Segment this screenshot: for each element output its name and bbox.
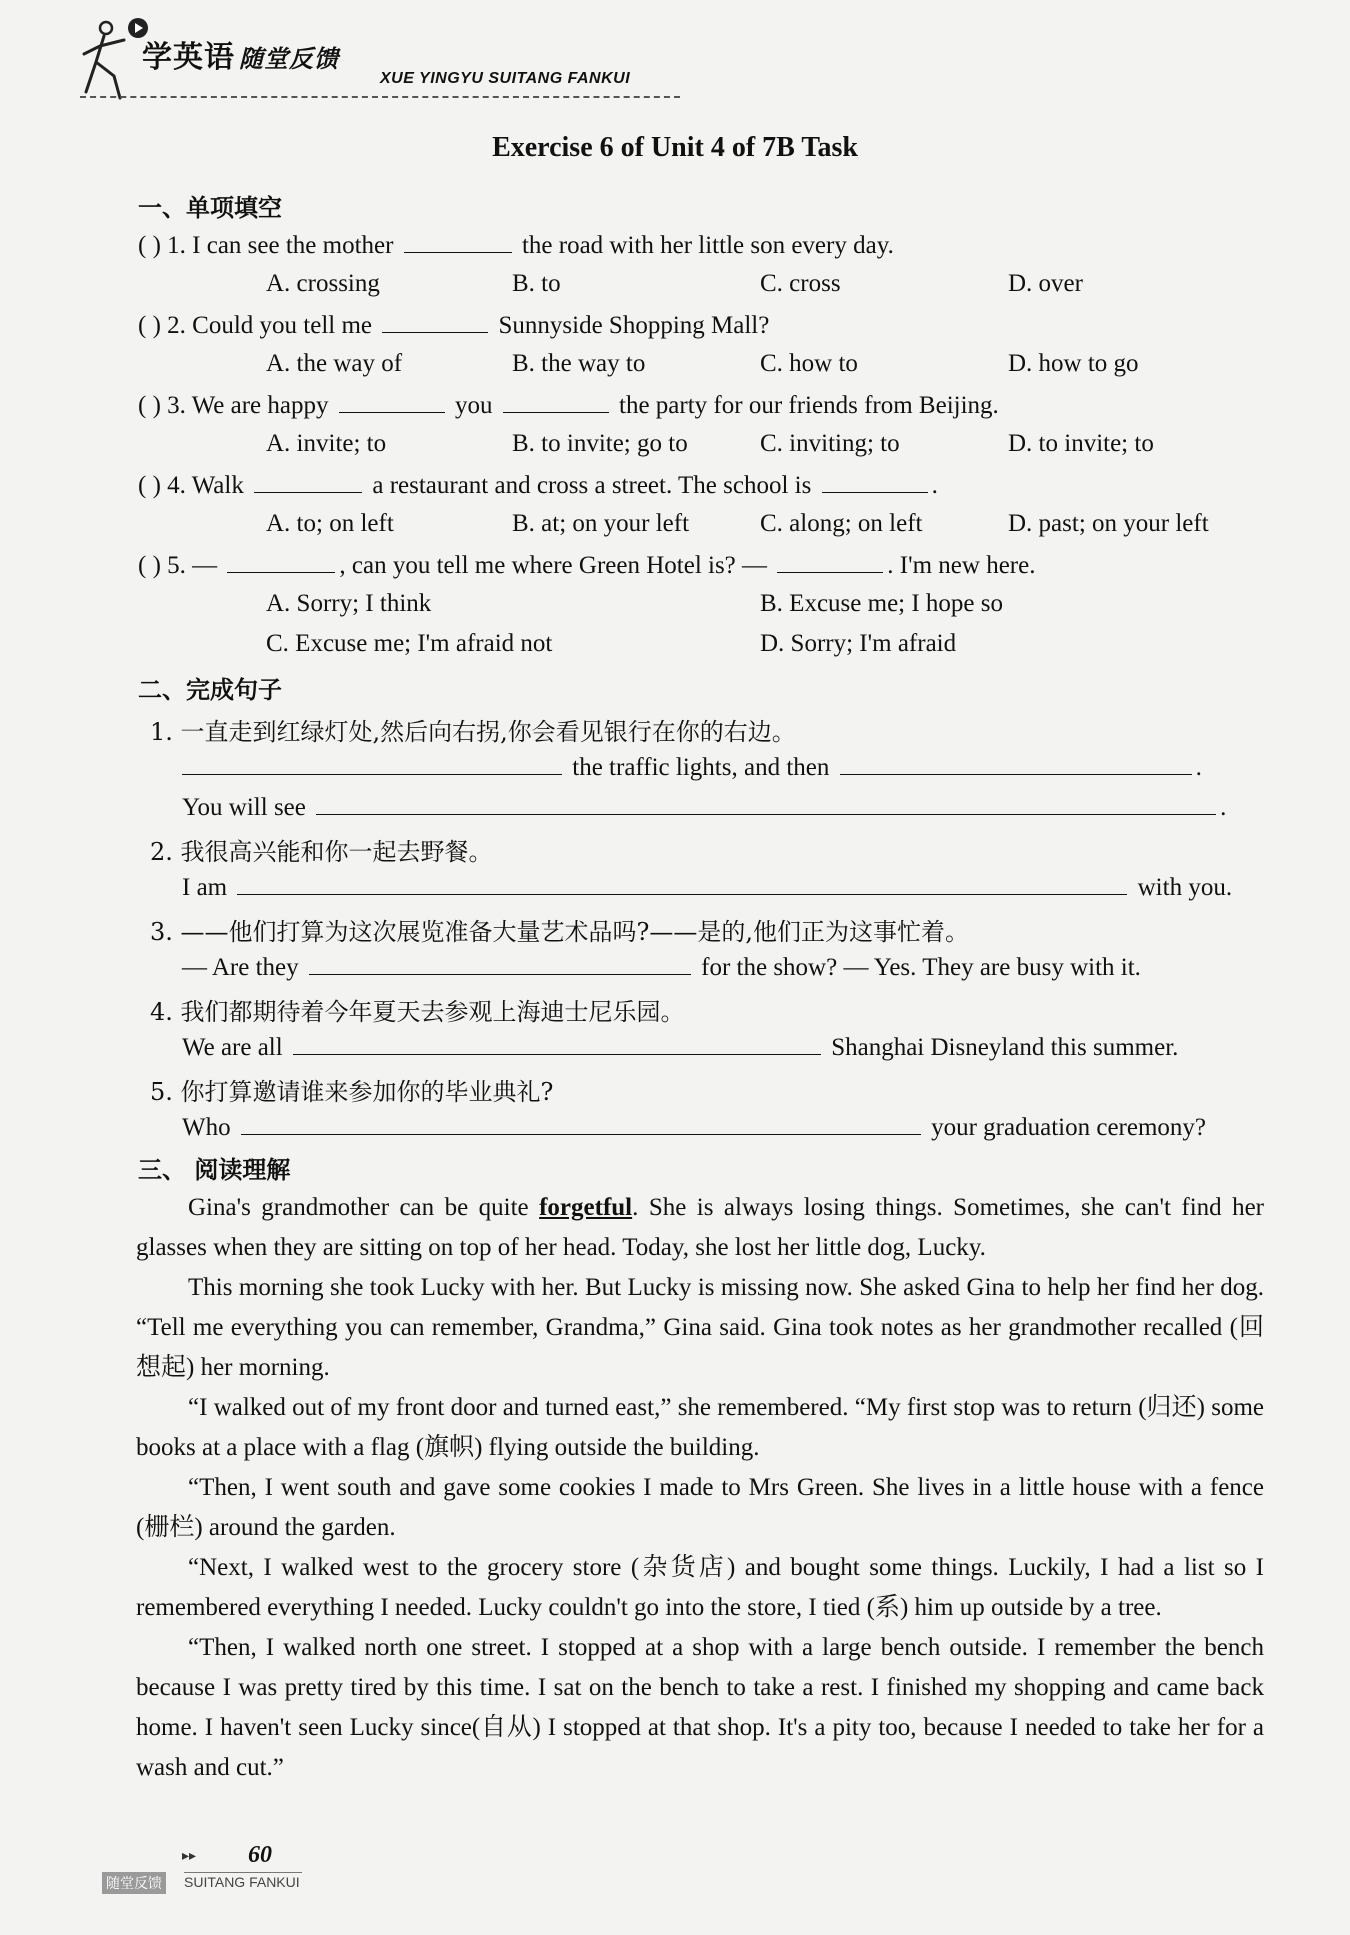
q3-opt-b: B. to invite; go to <box>512 430 688 457</box>
q1-stem-a: ( ) 1. I can see the mother <box>138 232 394 259</box>
section-heading-1: 一、单项填空 <box>138 194 282 222</box>
header-divider <box>80 96 680 98</box>
s3-line <box>182 952 1141 982</box>
q2-stem-a: ( ) 2. Could you tell me <box>138 312 372 339</box>
s1-blank-2[interactable] <box>840 752 1192 775</box>
logo-subtitle: 随堂反馈 <box>239 45 339 73</box>
q3-stem-b: you <box>455 392 493 419</box>
q4-stem-a: ( ) 4. Walk <box>138 472 244 499</box>
question-5 <box>138 550 1035 580</box>
section-heading-3: 三、 阅读理解 <box>138 1156 291 1184</box>
reading-paragraph-6: “Then, I walked north one street. I stopped at a shop with a large bench outside. I remember the bench because I was pretty tired by this time. I sat on the bench to take a rest. I finished my shopping and came back home. I haven't seen Lucky since(自从) I stopped at that shop. It's a pity too, because I needed to take her for a wash and cut.” <box>136 1634 1264 1781</box>
s4-line <box>182 1032 1178 1062</box>
page-number: 60 <box>248 1842 272 1868</box>
q2-opt-a: A. the way of <box>266 350 403 377</box>
q4-stem-b: a restaurant and cross a street. The school is <box>372 472 812 499</box>
s1-line-1 <box>182 752 1202 782</box>
s1-line-2 <box>182 792 1226 822</box>
reading-paragraph-5: “Next, I walked west to the grocery store (杂货店) and bought some things. Luckily, I had a list so I remembered everything I needed. Lucky couldn't go into the store, I tied (系) him up outside by a tree. <box>136 1554 1264 1621</box>
q5-opt-b: B. Excuse me; I hope so <box>760 590 1004 617</box>
p1-text-a: Gina's grandmother can be quite <box>188 1194 540 1221</box>
reading-paragraph-1 <box>136 1188 1264 1268</box>
keyword-forgetful: forgetful <box>539 1194 633 1221</box>
s2-b: with you. <box>1137 874 1233 901</box>
s1-l2: You will see <box>182 794 306 821</box>
q3-opt-a: A. invite; to <box>266 430 387 457</box>
q5-blank-1[interactable] <box>227 550 335 573</box>
reading-paragraph-4: “Then, I went south and gave some cookies I made to Mrs Green. She lives in a little house with a fence (栅栏) around the garden. <box>136 1474 1264 1541</box>
s2-line <box>182 872 1232 902</box>
q4-blank-1[interactable] <box>254 470 362 493</box>
p1-text-b: . She is always losing things. Sometimes, she can't find her glasses when they are sitting on top of her head. Today, she lost her little dog, Lucky. <box>136 1194 1265 1261</box>
q2-stem-b: Sunnyside Shopping Mall? <box>498 312 770 339</box>
q4-blank-2[interactable] <box>822 470 928 493</box>
runner-logo-icon <box>80 14 150 104</box>
s4-blank[interactable] <box>293 1032 821 1055</box>
s1-blank-3[interactable] <box>316 792 1216 815</box>
q5-stem-a: ( ) 5. — <box>138 552 218 579</box>
s5-b: your graduation ceremony? <box>931 1114 1206 1141</box>
q5-stem-c: . I'm new here. <box>887 552 1036 579</box>
s3-blank[interactable] <box>309 952 691 975</box>
q3-stem-c: the party for our friends from Beijing. <box>619 392 999 419</box>
s2-chinese: 2. 我很高兴能和你一起去野餐。 <box>150 838 493 866</box>
reading-paragraph-3: “I walked out of my front door and turned east,” she remembered. “My first stop was to return (归还) some books at a place with a flag (旗帜) flying outside the building. <box>136 1394 1264 1461</box>
q2-opt-c: C. how to <box>760 350 858 377</box>
q1-stem-b: the road with her little son every day. <box>521 232 894 259</box>
q5-blank-2[interactable] <box>777 550 883 573</box>
s3-chinese: 3. ——他们打算为这次展览准备大量艺术品吗?——是的,他们正为这事忙着。 <box>150 918 970 946</box>
s4-chinese: 4. 我们都期待着今年夏天去参观上海迪士尼乐园。 <box>150 998 685 1026</box>
s5-chinese: 5. 你打算邀请谁来参加你的毕业典礼? <box>150 1078 554 1106</box>
s1-mid: the traffic lights, and then <box>572 754 830 781</box>
q3-opt-c: C. inviting; to <box>760 430 900 457</box>
logo-english: XUE YINGYU SUITANG FANKUI <box>380 70 631 87</box>
s2-a: I am <box>182 874 228 901</box>
q4-opt-a: A. to; on left <box>266 510 394 537</box>
q2-blank[interactable] <box>382 310 488 333</box>
s1-end: . <box>1195 754 1202 781</box>
s4-a: We are all <box>182 1034 283 1061</box>
q4-opt-c: C. along; on left <box>760 510 923 537</box>
q5-opt-a: A. Sorry; I think <box>266 590 432 617</box>
s1-blank-1[interactable] <box>182 752 562 775</box>
s3-b: for the show? — Yes. They are busy with it. <box>701 954 1141 981</box>
s2-blank[interactable] <box>237 872 1127 895</box>
q1-opt-a: A. crossing <box>266 270 380 297</box>
question-4 <box>138 470 938 500</box>
q1-blank[interactable] <box>404 230 512 253</box>
reading-passage <box>136 1188 1264 1788</box>
q4-stem-c: . <box>931 472 938 499</box>
logo-text <box>142 32 339 76</box>
question-1 <box>138 230 894 260</box>
page-title: Exercise 6 of Unit 4 of 7B Task <box>492 132 858 163</box>
s5-blank[interactable] <box>241 1112 921 1135</box>
q1-opt-c: C. cross <box>760 270 841 297</box>
q5-opt-c: C. Excuse me; I'm afraid not <box>266 630 553 657</box>
header <box>80 14 680 104</box>
q2-opt-d: D. how to go <box>1008 350 1139 377</box>
q5-opt-d: D. Sorry; I'm afraid <box>760 630 957 657</box>
q4-opt-b: B. at; on your left <box>512 510 690 537</box>
q3-blank-1[interactable] <box>339 390 445 413</box>
q3-blank-2[interactable] <box>503 390 609 413</box>
s1-chinese: 1. 一直走到红绿灯处,然后向右拐,你会看见银行在你的右边。 <box>150 718 796 746</box>
q2-opt-b: B. the way to <box>512 350 646 377</box>
q4-opt-d: D. past; on your left <box>1008 510 1209 537</box>
page-arrow-icon: ▸▸ <box>182 1849 197 1864</box>
s1-l2-end: . <box>1220 794 1227 821</box>
q3-opt-d: D. to invite; to <box>1008 430 1154 457</box>
q5-stem-b: , can you tell me where Green Hotel is? — <box>339 552 768 579</box>
question-3 <box>138 390 999 420</box>
q1-opt-b: B. to <box>512 270 561 297</box>
question-2 <box>138 310 769 340</box>
s3-a: — Are they <box>182 954 299 981</box>
q1-opt-d: D. over <box>1008 270 1083 297</box>
footer-rule <box>184 1872 302 1873</box>
q3-stem-a: ( ) 3. We are happy <box>138 392 329 419</box>
logo-title: 学英语 <box>142 40 235 75</box>
s5-line <box>182 1112 1206 1142</box>
footer-badge: 随堂反馈 <box>102 1872 166 1894</box>
s4-b: Shanghai Disneyland this summer. <box>831 1034 1179 1061</box>
section-heading-2: 二、完成句子 <box>138 676 282 704</box>
s5-a: Who <box>182 1114 231 1141</box>
footer-english: SUITANG FANKUI <box>184 1874 300 1890</box>
reading-paragraph-2: This morning she took Lucky with her. But Lucky is missing now. She asked Gina to help her find her dog. “Tell me everything you can remember, Grandma,” Gina said. Gina took notes as her grandmother recalled (回想起) her morning. <box>136 1274 1264 1381</box>
